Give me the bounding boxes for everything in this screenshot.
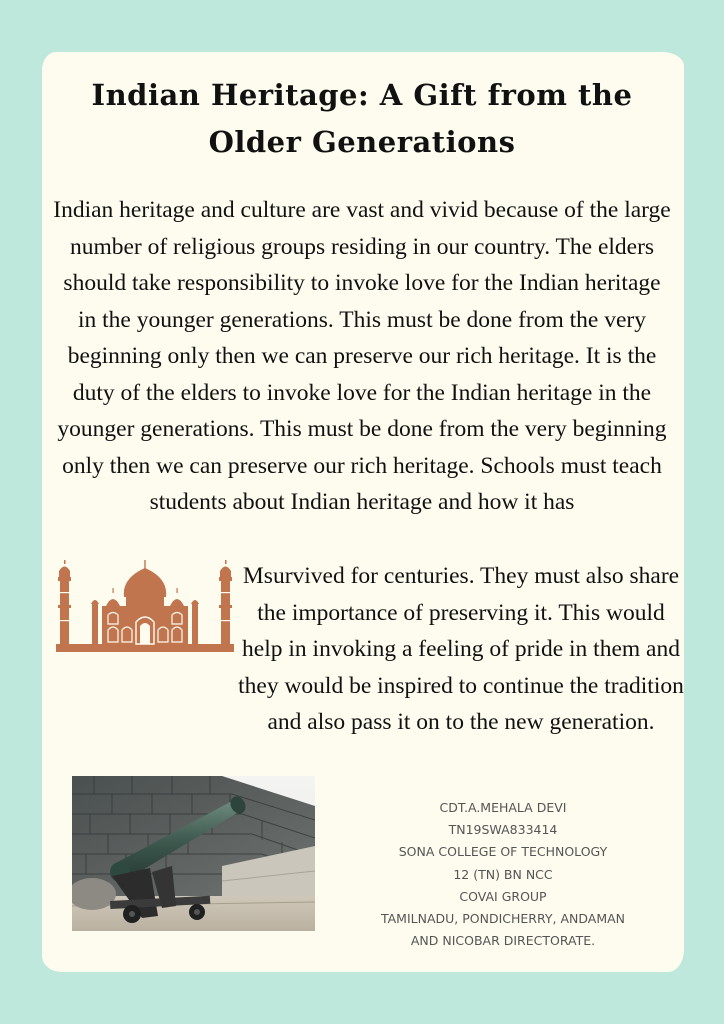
credit-group: COVAI GROUP xyxy=(459,888,547,904)
author-credits xyxy=(350,797,656,952)
body-paragraph-bottom: Msurvived for centuries. They must also share the importance of preserving it. This would help in invoking a feeling of pride in them and they would be inspired to continue the tradition and also pass it on to the new generation. xyxy=(238,563,684,735)
credit-battalion: 12 (TN) BN NCC xyxy=(453,866,553,882)
page-title: Indian Heritage: A Gift from the Older Generations xyxy=(91,78,633,159)
cannon-photo xyxy=(72,776,315,931)
credit-name: CDT.A.MEHALA DEVI xyxy=(439,800,567,815)
credit-college: SONA COLLEGE OF TECHNOLOGY xyxy=(398,844,608,860)
credit-directorate-2: AND NICOBAR DIRECTORATE. xyxy=(410,933,596,949)
body-paragraph-top: Indian heritage and culture are vast and vivid because of the large number of religious groups residing in our country. The elders should take responsibility to invoke love for the Indian heritage in the younger generations. This must be done from the very beginning only then we can preserve our rich heritage. It is the duty of the elders to invoke love for the Indian heritage in the younger generations. This must be done from the very beginning only then we can preserve our rich heritage. Schools must teach students about Indian heritage and how it has xyxy=(53,197,671,515)
credit-id: TN19SWA833414 xyxy=(448,822,558,838)
credit-directorate-1: TAMILNADU, PONDICHERRY, ANDAMAN xyxy=(380,911,626,927)
taj-mahal-icon xyxy=(56,560,234,654)
